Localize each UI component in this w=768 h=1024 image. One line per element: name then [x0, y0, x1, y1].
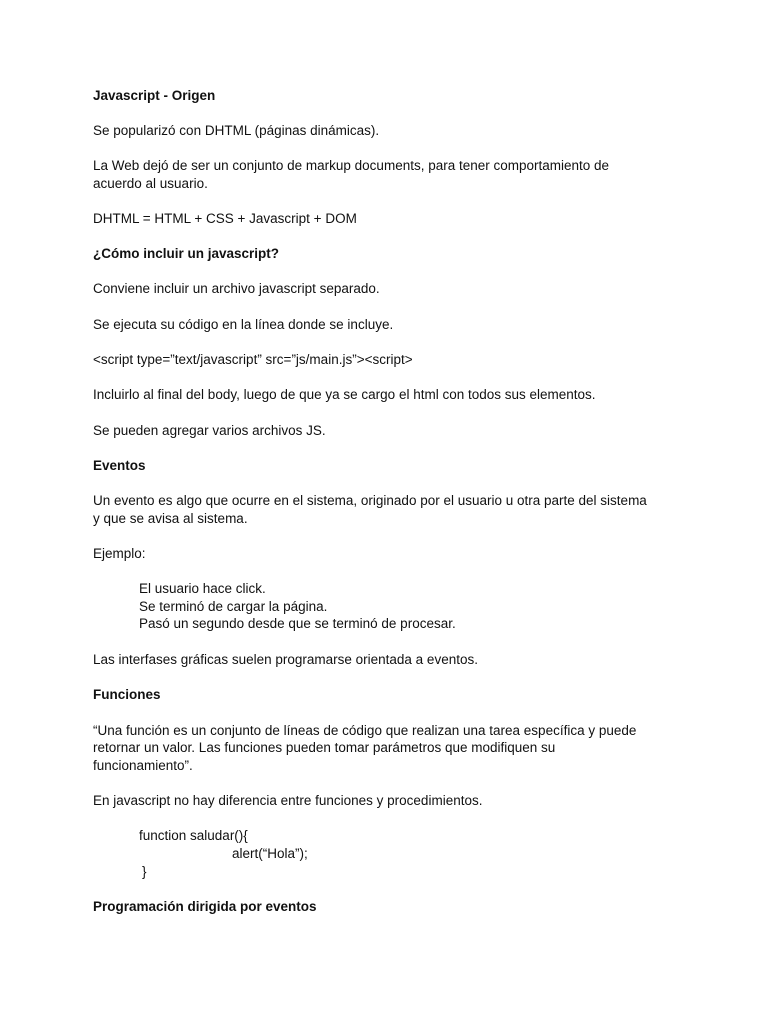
- code-snippet-script-tag: <script type=”text/javascript” src=”js/main.js”><script>: [93, 352, 413, 367]
- paragraph: La Web dejó de ser un conjunto de markup documents, para tener comportamiento de: [93, 158, 610, 173]
- paragraph: Se popularizó con DHTML (páginas dinámicas).: [93, 123, 380, 138]
- list-item: Pasó un segundo desde que se terminó de procesar.: [139, 616, 456, 631]
- paragraph: Conviene incluir un archivo javascript separado.: [93, 281, 380, 296]
- paragraph: acuerdo al usuario.: [93, 176, 208, 191]
- list-item: El usuario hace click.: [139, 581, 266, 596]
- paragraph: y que se avisa al sistema.: [93, 511, 248, 526]
- quote-line: retornar un valor. Las funciones pueden tomar parámetros que modifiquen su: [93, 740, 556, 755]
- paragraph: Incluirlo al final del body, luego de que ya se cargo el html con todos sus elementos.: [93, 387, 596, 402]
- heading-javascript-origen: Javascript - Origen: [93, 88, 216, 103]
- paragraph: Las interfases gráficas suelen programarse orientada a eventos.: [93, 652, 478, 667]
- paragraph: Se pueden agregar varios archivos JS.: [93, 423, 326, 438]
- code-line: alert(“Hola”);: [232, 846, 308, 861]
- quote-line: “Una función es un conjunto de líneas de código que realizan una tarea específica y puede: [93, 723, 637, 738]
- example-label: Ejemplo:: [93, 546, 146, 561]
- paragraph: Se ejecuta su código en la línea donde se incluye.: [93, 317, 394, 332]
- paragraph: DHTML = HTML + CSS + Javascript + DOM: [93, 211, 357, 226]
- heading-como-incluir: ¿Cómo incluir un javascript?: [93, 246, 280, 261]
- heading-eventos: Eventos: [93, 458, 146, 473]
- quote-line: funcionamiento”.: [93, 758, 193, 773]
- heading-programacion-eventos: Programación dirigida por eventos: [93, 899, 317, 914]
- paragraph: En javascript no hay diferencia entre funciones y procedimientos.: [93, 793, 483, 808]
- code-line: function saludar(){: [139, 828, 248, 843]
- heading-funciones: Funciones: [93, 687, 161, 702]
- paragraph: Un evento es algo que ocurre en el sistema, originado por el usuario u otra parte del sistema: [93, 493, 647, 508]
- list-item: Se terminó de cargar la página.: [139, 599, 328, 614]
- code-line: }: [142, 864, 147, 879]
